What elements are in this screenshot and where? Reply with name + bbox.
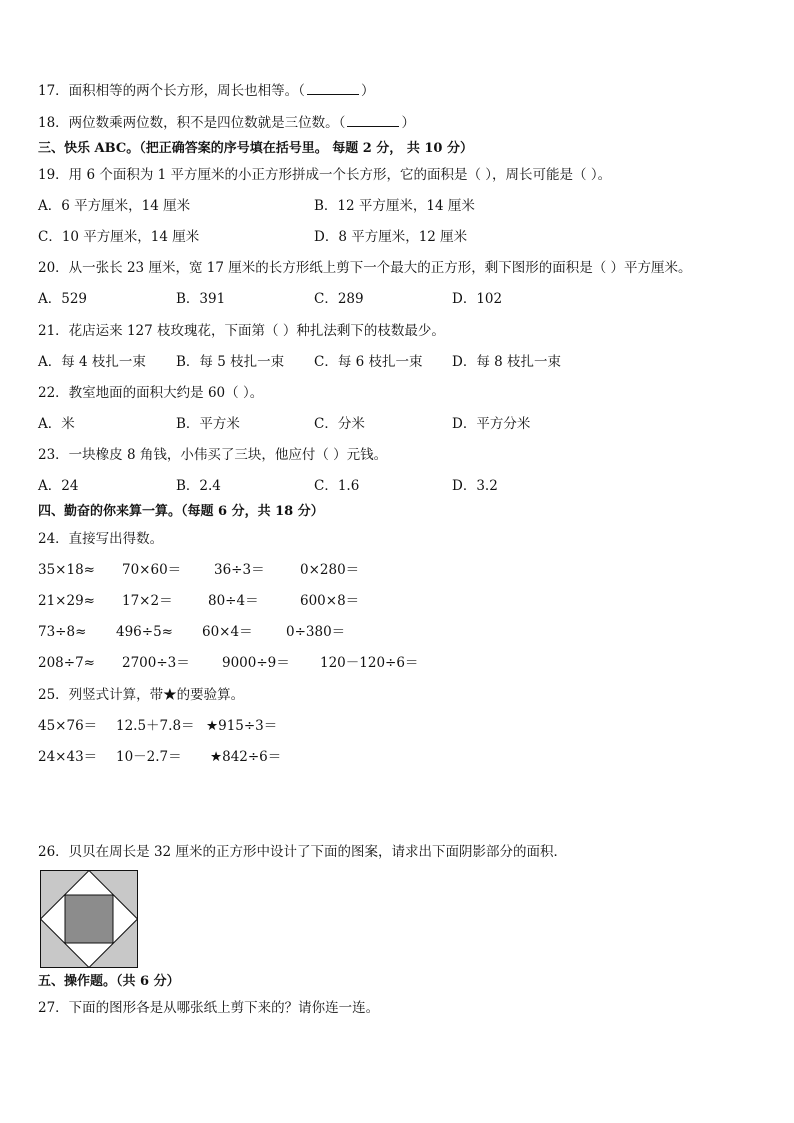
question-27-text: 27．下面的图形各是从哪张纸上剪下来的？请你连一连。 <box>38 1000 380 1016</box>
question-26-text: 26．贝贝在周长是 32 厘米的正方形中设计了下面的图案，请求出下面阴影部分的面积． <box>38 844 567 860</box>
question-17 <box>38 82 374 100</box>
question-18 <box>38 114 415 132</box>
option-c[interactable]: C．1.6 <box>314 478 360 494</box>
question-18-close: ） <box>401 115 415 131</box>
section-4-heading: 四、勤奋的你来算一算。（每题 6 分，共 18 分） <box>38 504 324 519</box>
question-18-text: 18．两位数乘两位数，积不是四位数就是三位数。（ <box>38 115 346 131</box>
calc-item: 45×76＝ <box>38 718 98 734</box>
calc-item: 496÷5≈ <box>116 624 173 640</box>
question-23-text: 23．一块橡皮 8 角钱，小伟买了三块，他应付（ ）元钱。 <box>38 447 388 463</box>
calc-item: 9000÷9＝ <box>222 655 290 671</box>
calc-item: 80÷4＝ <box>208 593 259 609</box>
question-20-text: 20．从一张长 23 厘米，宽 17 厘米的长方形纸上剪下一个最大的正方形，剩下图形的面积是（ ）平方厘米。 <box>38 260 692 276</box>
option-a[interactable]: A．24 <box>38 478 79 494</box>
calc-item: 10－2.7＝ <box>116 749 182 765</box>
calc-item: 35×18≈ <box>38 562 95 578</box>
option-d[interactable]: D．每 8 枝扎一束 <box>452 354 561 370</box>
option-c[interactable]: C．分米 <box>314 416 365 432</box>
option-b[interactable]: B．2.4 <box>176 478 221 494</box>
option-b[interactable]: B．每 5 枝扎一束 <box>176 354 285 370</box>
shaded-inner-square <box>65 895 113 943</box>
option-b[interactable]: B．12 平方厘米，14 厘米 <box>314 198 475 214</box>
calc-item: ★915÷3＝ <box>206 718 278 734</box>
calc-item: 17×2＝ <box>122 593 173 609</box>
option-a[interactable]: A．6 平方厘米，14 厘米 <box>38 198 191 214</box>
calc-item: ★842÷6＝ <box>210 749 282 765</box>
calc-item: 21×29≈ <box>38 593 95 609</box>
calc-item: 0×280＝ <box>300 562 360 578</box>
question-17-close: ） <box>360 83 375 99</box>
calc-item: 73÷8≈ <box>38 624 87 640</box>
question-25-text: 25．列竖式计算，带★的要验算。 <box>38 687 245 703</box>
question-19-text: 19．用 6 个面积为 1 平方厘米的小正方形拼成一个长方形，它的面积是（ ），周长可能是（ ）。 <box>38 167 612 183</box>
option-b[interactable]: B．平方米 <box>176 416 240 432</box>
option-c[interactable]: C．10 平方厘米，14 厘米 <box>38 229 200 245</box>
option-c[interactable]: C．每 6 枝扎一束 <box>314 354 423 370</box>
option-d[interactable]: D．平方分米 <box>452 416 531 432</box>
option-a[interactable]: A．每 4 枝扎一束 <box>38 354 146 370</box>
section-5-heading: 五、操作题。（共 6 分） <box>38 974 180 989</box>
calc-item: 60×4＝ <box>202 624 253 640</box>
calc-item: 70×60＝ <box>122 562 182 578</box>
option-b[interactable]: B．391 <box>176 291 226 307</box>
option-d[interactable]: D．102 <box>452 291 503 307</box>
square-pattern-figure <box>40 870 138 968</box>
section-3-heading: 三、快乐 ABC。（把正确答案的序号填在括号里。 每题 2 分， 共 10 分） <box>38 141 473 156</box>
calc-item: 36÷3＝ <box>214 562 265 578</box>
option-a[interactable]: A．529 <box>38 291 88 307</box>
calc-item: 12.5＋7.8＝ <box>116 718 195 734</box>
answer-blank-18[interactable] <box>347 114 399 127</box>
answer-blank-17[interactable] <box>307 82 359 95</box>
option-c[interactable]: C．289 <box>314 291 364 307</box>
question-21-text: 21．花店运来 127 枝玫瑰花，下面第（ ）种扎法剩下的枝数最少。 <box>38 323 445 339</box>
calc-item: 2700÷3＝ <box>122 655 190 671</box>
question-17-text: 17．面积相等的两个长方形，周长也相等。（ <box>38 83 305 99</box>
calc-item: 24×43＝ <box>38 749 98 765</box>
option-d[interactable]: D．8 平方厘米，12 厘米 <box>314 229 468 245</box>
calc-item: 208÷7≈ <box>38 655 95 671</box>
calc-item: 0÷380＝ <box>286 624 346 640</box>
calc-item: 120－120÷6＝ <box>320 655 419 671</box>
question-24-text: 24．直接写出得数。 <box>38 531 164 547</box>
option-a[interactable]: A．米 <box>38 416 75 432</box>
question-22-text: 22．教室地面的面积大约是 60（ ）。 <box>38 385 264 401</box>
option-d[interactable]: D．3.2 <box>452 478 498 494</box>
calc-item: 600×8＝ <box>300 593 360 609</box>
